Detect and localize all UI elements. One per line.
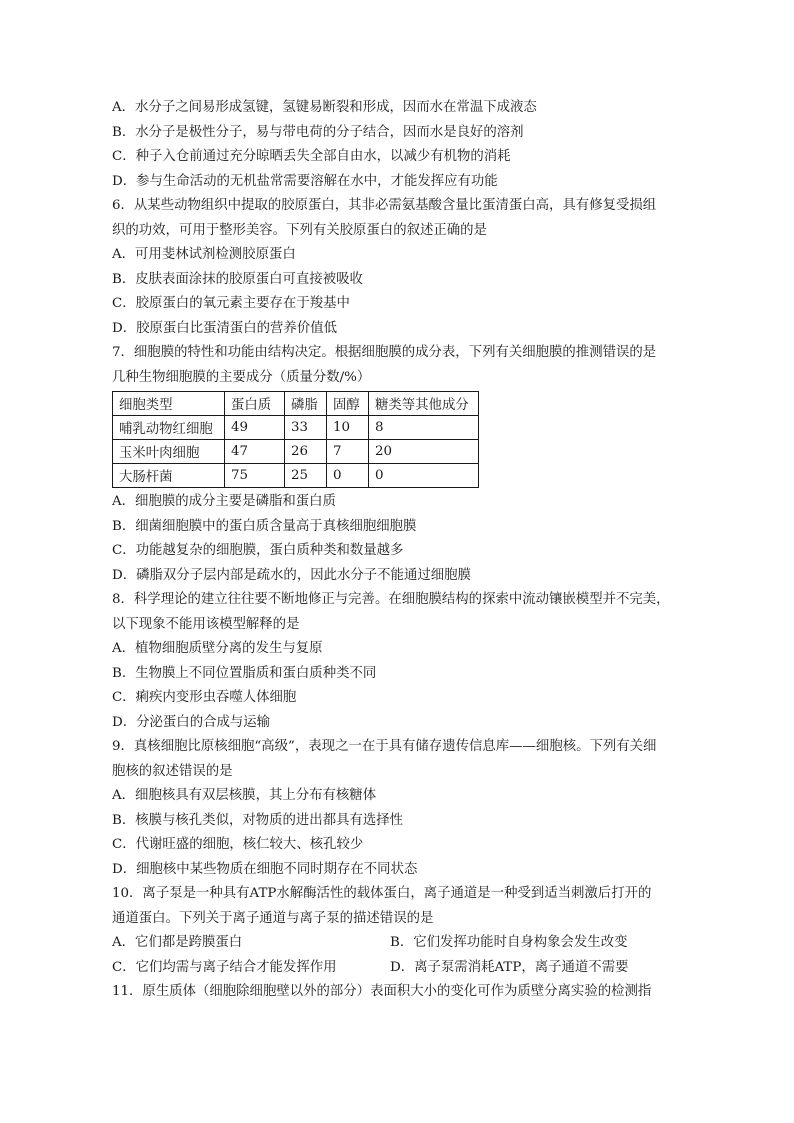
q6-stem-line-2: 织的功效，可用于整形美容。下列有关胶原蛋白的叙述正确的是 bbox=[112, 222, 487, 238]
question-11 bbox=[112, 980, 686, 1005]
q10-option-c: C．它们均需与离子结合才能发挥作用 bbox=[112, 959, 337, 975]
q10-options-row-2 bbox=[112, 956, 686, 981]
q10-option-d: D．离子泵需消耗ATP，离子通道不需要 bbox=[390, 959, 629, 975]
question-10 bbox=[112, 882, 686, 980]
q9-stem-line-2: 胞核的叙述错误的是 bbox=[112, 763, 233, 779]
table-header-cell: 细胞类型 bbox=[113, 392, 225, 416]
q5-option-c: C．种子入仓前通过充分晾晒丢失全部自由水，以减少有机物的消耗 bbox=[112, 149, 511, 164]
q9-option-b: B．核膜与核孔类似，对物质的进出都具有选择性 bbox=[112, 812, 404, 828]
q10-option-a: A．它们都是跨膜蛋白 bbox=[112, 935, 243, 950]
q8-stem-line-2: 以下现象不能用该模型解释的是 bbox=[112, 616, 300, 632]
question-9 bbox=[112, 735, 686, 882]
q9-option-a: A．细胞核具有双层核膜，其上分布有核糖体 bbox=[112, 788, 377, 803]
table-cell: 33 bbox=[285, 416, 327, 440]
table-row bbox=[113, 440, 479, 464]
q9-option-c: C．代谢旺盛的细胞，核仁较大、核孔较少 bbox=[112, 837, 364, 852]
q5-option-a: A．水分子之间易形成氢键，氢键易断裂和形成，因而水在常温下成液态 bbox=[112, 100, 537, 115]
table-header-cell: 固醇 bbox=[327, 392, 369, 416]
q7-option-a: A．细胞膜的成分主要是磷脂和蛋白质 bbox=[112, 494, 336, 509]
table-cell: 7 bbox=[327, 440, 369, 464]
q7-option-d: D．磷脂双分子层内部是疏水的，因此水分子不能通过细胞膜 bbox=[112, 567, 471, 583]
table-cell: 哺乳动物红细胞 bbox=[113, 416, 225, 440]
q6-option-a: A．可用斐林试剂检测胶原蛋白 bbox=[112, 247, 296, 262]
table-row bbox=[113, 464, 479, 488]
table-cell: 47 bbox=[225, 440, 285, 464]
q8-option-d: D．分泌蛋白的合成与运输 bbox=[112, 714, 271, 730]
q7-option-b: B．细菌细胞膜中的蛋白质含量高于真核细胞细胞膜 bbox=[112, 518, 417, 534]
table-row bbox=[113, 416, 479, 440]
q9-stem-line-1: 9．真核细胞比原核细胞“高级”，表现之一在于具有储存遗传信息库——细胞核。下列有关细 bbox=[112, 739, 657, 754]
table-header-cell: 糖类等其他成分 bbox=[369, 392, 479, 416]
table-header-cell: 磷脂 bbox=[285, 392, 327, 416]
membrane-composition-table bbox=[112, 391, 479, 488]
q5-option-b: B．水分子是极性分子，易与带电荷的分子结合，因而水是良好的溶剂 bbox=[112, 124, 524, 140]
q10-stem-line-2: 通道蛋白。下列关于离子通道与离子泵的描述错误的是 bbox=[112, 910, 434, 926]
q8-stem-line-1: 8．科学理论的建立往往要不断地修正与完善。在细胞膜结构的探索中流动镶嵌模型并不完美， bbox=[112, 592, 670, 607]
exam-page bbox=[112, 96, 686, 1005]
question-8 bbox=[112, 588, 686, 735]
table-header-cell: 蛋白质 bbox=[225, 392, 285, 416]
q8-option-b: B．生物膜上不同位置脂质和蛋白质种类不同 bbox=[112, 665, 377, 681]
q7-stem: 7．细胞膜的特性和功能由结构决定。根据细胞膜的成分表，下列有关细胞膜的推测错误的是 bbox=[112, 345, 657, 360]
table-cell: 大肠杆菌 bbox=[113, 464, 225, 488]
table-cell: 0 bbox=[327, 464, 369, 488]
table-cell: 8 bbox=[369, 416, 479, 440]
q8-option-a: A．植物细胞质壁分离的发生与复原 bbox=[112, 641, 323, 656]
table-cell: 玉米叶肉细胞 bbox=[113, 440, 225, 464]
q5-options bbox=[112, 96, 686, 194]
question-7 bbox=[112, 341, 686, 588]
table-cell: 49 bbox=[225, 416, 285, 440]
q9-option-d: D．细胞核中某些物质在细胞不同时期存在不同状态 bbox=[112, 861, 418, 877]
q5-option-d: D．参与生命活动的无机盐常需要溶解在水中，才能发挥应有功能 bbox=[112, 173, 498, 189]
q6-stem-line-1: 6．从某些动物组织中提取的胶原蛋白，其非必需氨基酸含量比蛋清蛋白高，具有修复受损组 bbox=[112, 198, 657, 213]
q10-option-b: B．它们发挥功能时自身构象会发生改变 bbox=[390, 935, 628, 950]
q10-options-row-1 bbox=[112, 931, 686, 956]
q7-option-c: C．功能越复杂的细胞膜，蛋白质种类和数量越多 bbox=[112, 543, 404, 558]
q6-option-d: D．胶原蛋白比蛋清蛋白的营养价值低 bbox=[112, 320, 337, 336]
q6-option-c: C．胶原蛋白的氧元素主要存在于羧基中 bbox=[112, 296, 350, 311]
q11-stem: 11．原生质体（细胞除细胞壁以外的部分）表面积大小的变化可作为质壁分离实验的检测指 bbox=[112, 984, 652, 999]
table-cell: 10 bbox=[327, 416, 369, 440]
q6-option-b: B．皮肤表面涂抹的胶原蛋白可直接被吸收 bbox=[112, 271, 363, 287]
q7-table-caption: 几种生物细胞膜的主要成分（质量分数/%） bbox=[112, 369, 371, 385]
table-cell: 26 bbox=[285, 440, 327, 464]
question-6 bbox=[112, 194, 686, 341]
table-cell: 75 bbox=[225, 464, 285, 488]
table-header-row bbox=[113, 392, 479, 416]
table-cell: 20 bbox=[369, 440, 479, 464]
q10-stem-line-1: 10．离子泵是一种具有ATP水解酶活性的载体蛋白，离子通道是一种受到适当刺激后打开的 bbox=[112, 886, 652, 901]
q8-option-c: C．痢疾内变形虫吞噬人体细胞 bbox=[112, 690, 297, 705]
table-cell: 0 bbox=[369, 464, 479, 488]
table-cell: 25 bbox=[285, 464, 327, 488]
